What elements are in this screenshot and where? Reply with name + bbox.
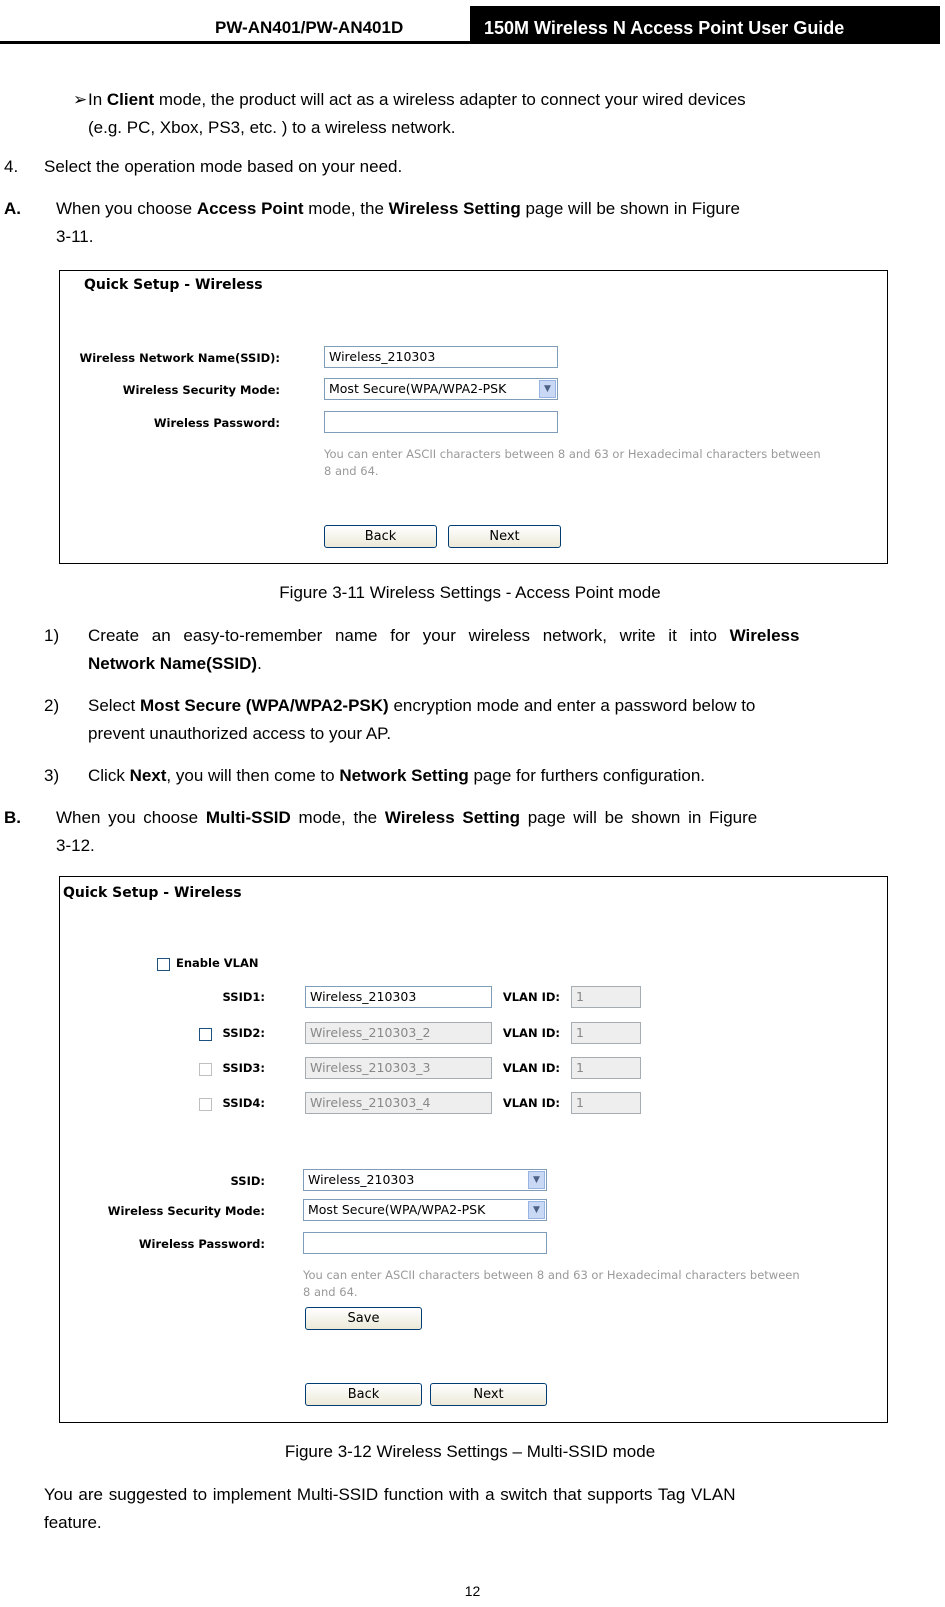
figure-3-11-screenshot: [59, 270, 888, 564]
step1-line1: Create an easy-to-remember name for your wireless network, write it into Wireless: [88, 626, 800, 645]
ssid4-vlan-label: VLAN ID:: [502, 1096, 560, 1110]
back-button[interactable]: Back: [324, 525, 437, 548]
header-rule: [0, 41, 940, 44]
step2-line2: prevent unauthorized access to your AP.: [88, 724, 392, 743]
step3-text: Click Next, you will then come to Network Setting page for furthers configuration.: [88, 766, 705, 785]
step4-number: 4.: [4, 157, 19, 176]
ssid3-vlan-label: VLAN ID:: [502, 1061, 560, 1075]
save-button[interactable]: Save: [305, 1307, 422, 1330]
quick-setup-title: Quick Setup - Wireless: [84, 277, 263, 293]
security-mode-label: Wireless Security Mode:: [107, 1204, 265, 1218]
security-mode-select[interactable]: Most Secure(WPA/WPA2-PSK ▼: [303, 1199, 547, 1221]
note-line1: You are suggested to implement Multi-SSID function with a switch that supports Tag VLAN: [44, 1485, 736, 1504]
ssid1-vlan-label: VLAN ID:: [502, 990, 560, 1004]
back-button[interactable]: Back: [305, 1383, 422, 1406]
section-b-line2: 3-12.: [56, 836, 95, 855]
ssid-input[interactable]: Wireless_210303: [324, 346, 558, 368]
ssid2-vlan-label: VLAN ID:: [502, 1026, 560, 1040]
ssid2-input[interactable]: Wireless_210303_2: [305, 1022, 492, 1044]
ssid-label: Wireless Network Name(SSID):: [79, 351, 280, 365]
password-hint-line1: You can enter ASCII characters between 8 and 63 or Hexadecimal characters between: [303, 1268, 800, 1282]
password-input[interactable]: [303, 1232, 547, 1254]
section-b-label: B.: [4, 808, 21, 827]
section-a-line2: 3-11.: [56, 227, 94, 246]
ssid-select-label: SSID:: [230, 1174, 265, 1188]
password-label: Wireless Password:: [138, 1237, 265, 1251]
section-a-line1: When you choose Access Point mode, the Wireless Setting page will be shown in Figure: [56, 199, 740, 218]
ssid2-vlan-input[interactable]: 1: [571, 1022, 641, 1044]
ssid1-label: SSID1:: [222, 990, 265, 1004]
ssid2-label: SSID2:: [222, 1026, 265, 1040]
step3-number: 3): [44, 766, 60, 785]
section-a-label: A.: [4, 199, 21, 218]
bullet-line1: In Client mode, the product will act as a wireless adapter to connect your wired devices: [88, 90, 746, 109]
ssid1-vlan-input[interactable]: 1: [571, 986, 641, 1008]
password-label: Wireless Password:: [153, 416, 280, 430]
figure-3-11-caption: Figure 3-11 Wireless Settings - Access Point mode: [279, 583, 661, 602]
page-number: 12: [464, 1583, 481, 1599]
chevron-down-icon: ▼: [528, 1201, 545, 1219]
step2-line1: Select Most Secure (WPA/WPA2-PSK) encryption mode and enter a password below to: [88, 696, 756, 715]
step1-line2: Network Name(SSID).: [88, 654, 262, 673]
chevron-down-icon: ▼: [528, 1171, 545, 1189]
step4-text: Select the operation mode based on your need.: [44, 157, 403, 176]
enable-vlan-checkbox[interactable]: [157, 958, 170, 971]
ssid4-label: SSID4:: [222, 1096, 265, 1110]
password-hint-line2: 8 and 64.: [303, 1285, 358, 1299]
password-hint-line1: You can enter ASCII characters between 8 and 63 or Hexadecimal characters between: [324, 447, 821, 461]
header-guide-title: 150M Wireless N Access Point User Guide: [470, 6, 940, 42]
ssid3-input[interactable]: Wireless_210303_3: [305, 1057, 492, 1079]
password-input[interactable]: [324, 411, 558, 433]
ssid3-vlan-input[interactable]: 1: [571, 1057, 641, 1079]
bullet-arrow-icon: ➢: [73, 90, 88, 109]
enable-vlan-label: Enable VLAN: [176, 956, 259, 970]
header-model: PW-AN401/PW-AN401D: [215, 18, 404, 37]
figure-3-12-screenshot: [59, 876, 888, 1423]
password-hint-line2: 8 and 64.: [324, 464, 379, 478]
ssid3-label: SSID3:: [222, 1061, 265, 1075]
security-mode-label: Wireless Security Mode:: [122, 383, 280, 397]
chevron-down-icon: ▼: [539, 380, 556, 398]
ssid1-input[interactable]: Wireless_210303: [305, 986, 492, 1008]
security-mode-select[interactable]: Most Secure(WPA/WPA2-PSK ▼: [324, 378, 558, 400]
ssid4-vlan-input[interactable]: 1: [571, 1092, 641, 1114]
next-button[interactable]: Next: [448, 525, 561, 548]
step1-number: 1): [44, 626, 60, 645]
bullet-line2: (e.g. PC, Xbox, PS3, etc. ) to a wireless network.: [88, 118, 456, 137]
quick-setup-title: Quick Setup - Wireless: [63, 885, 242, 901]
ssid-select[interactable]: Wireless_210303 ▼: [303, 1169, 547, 1191]
step2-number: 2): [44, 696, 60, 715]
figure-3-12-caption: Figure 3-12 Wireless Settings – Multi-SSID mode: [284, 1442, 656, 1461]
next-button[interactable]: Next: [430, 1383, 547, 1406]
section-b-line1: When you choose Multi-SSID mode, the Wireless Setting page will be shown in Figure: [56, 808, 758, 827]
note-line2: feature.: [44, 1513, 102, 1532]
ssid4-input[interactable]: Wireless_210303_4: [305, 1092, 492, 1114]
